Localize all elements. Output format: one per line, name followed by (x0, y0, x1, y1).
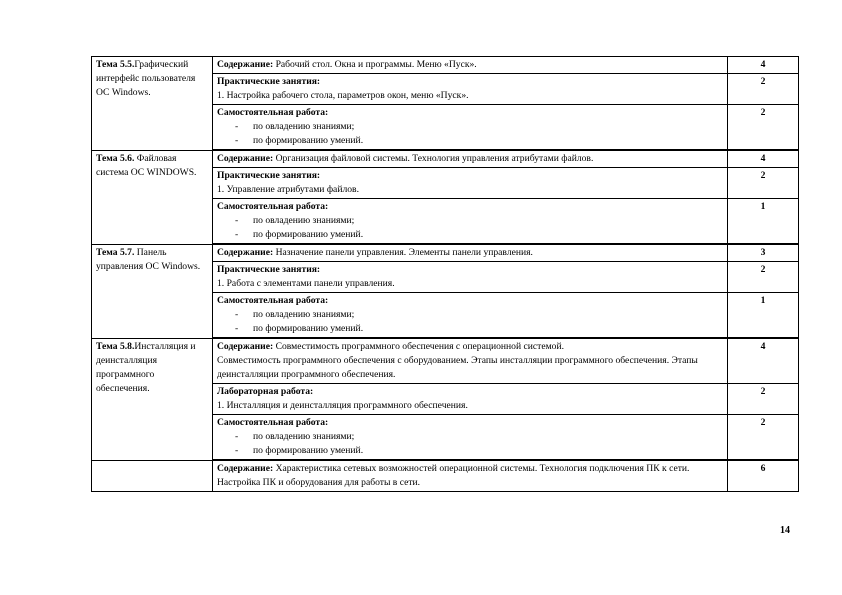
description-cell (213, 384, 728, 415)
hours-value: 2 (760, 264, 766, 275)
hours-cell (728, 293, 799, 339)
description-cell (213, 460, 728, 492)
dash-item (217, 308, 723, 322)
section-label: Самостоятельная работа: (217, 417, 329, 428)
hours-value: 1 (760, 201, 766, 212)
section-label: Содержание: (217, 463, 274, 474)
section-line: 1. Настройка рабочего стола, параметров окон, меню «Пуск». (217, 90, 469, 101)
section-label: Самостоятельная работа: (217, 107, 329, 118)
topic-name: Панель управления ОС Windows. (96, 246, 201, 272)
section-line: 1. Инсталляция и деинсталляция программного обеспечения. (217, 400, 468, 411)
topic-name: Графический интерфейс пользователя ОС Windows. (96, 59, 196, 98)
dash-marker: - (235, 135, 239, 146)
hours-cell (728, 384, 799, 415)
topic-number: Тема 5.7. (96, 246, 135, 258)
dash-item (217, 214, 723, 228)
hours-cell (728, 199, 799, 245)
section-text: Совместимость программного обеспечения с операционной системой. (273, 341, 564, 352)
section-label: Практические занятия: (217, 76, 321, 87)
dash-text: по формированию умений. (253, 135, 364, 146)
hours-cell (728, 74, 799, 105)
hours-value: 4 (760, 153, 766, 164)
table-row (92, 244, 799, 262)
curriculum-table (91, 56, 799, 492)
section-label: Практические занятия: (217, 170, 321, 181)
description-cell (213, 338, 728, 384)
dash-marker: - (235, 121, 239, 132)
hours-value: 2 (760, 386, 766, 397)
dash-text: по формированию умений. (253, 229, 364, 240)
description-cell (213, 150, 728, 168)
hours-cell (728, 244, 799, 262)
description-cell (213, 168, 728, 199)
section-label: Самостоятельная работа: (217, 295, 329, 306)
topic-title-cell (92, 150, 213, 244)
table-row (92, 338, 799, 384)
hours-cell (728, 168, 799, 199)
description-cell (213, 74, 728, 105)
dash-item (217, 228, 723, 242)
hours-cell (728, 105, 799, 151)
dash-text: по овладению знаниями; (253, 431, 355, 442)
description-cell (213, 199, 728, 245)
topic-number: Тема 5.5. (96, 59, 135, 70)
hours-cell (728, 460, 799, 492)
description-cell (213, 262, 728, 293)
section-line: 1. Работа с элементами панели управления. (217, 278, 395, 289)
dash-marker: - (235, 215, 239, 226)
topic-title-cell (92, 57, 213, 151)
section-label: Содержание: (217, 153, 274, 164)
section-label: Содержание: (217, 59, 274, 70)
hours-cell (728, 57, 799, 74)
dash-text: по овладению знаниями; (253, 121, 355, 132)
hours-value: 1 (760, 295, 766, 306)
dash-item (217, 444, 723, 458)
page-number: 14 (780, 525, 790, 536)
hours-cell (728, 150, 799, 168)
hours-value: 2 (760, 417, 766, 428)
section-label: Содержание: (217, 247, 274, 258)
section-text: Характеристика сетевых возможностей операционной системы. Технология подключения ПК к сети. Настройка ПК и оборудования для работы в сети. (217, 463, 690, 488)
hours-cell (728, 262, 799, 293)
section-label: Самостоятельная работа: (217, 201, 329, 212)
table-row (92, 57, 799, 74)
topic-number: Тема 5.8. (96, 340, 135, 352)
topic-title-cell (92, 460, 213, 492)
topic-name: Файловая система ОС WINDOWS. (96, 152, 197, 178)
section-line: 1. Управление атрибутами файлов. (217, 184, 359, 195)
hours-value: 2 (760, 170, 766, 181)
topic-name: Инсталляция и деинсталляция программного обеспечения. (96, 340, 196, 394)
dash-item (217, 120, 723, 134)
dash-text: по формированию умений. (253, 445, 364, 456)
hours-cell (728, 338, 799, 384)
section-line: Совместимость программного обеспечения с оборудованием. Этапы инсталляции программного обеспечения. Этапы деинсталляции программного обеспечения. (217, 355, 698, 380)
dash-text: по овладению знаниями; (253, 215, 355, 226)
description-cell (213, 105, 728, 151)
table-row (92, 150, 799, 168)
dash-marker: - (235, 309, 239, 320)
section-text: Рабочий стол. Окна и программы. Меню «Пуск». (273, 59, 477, 70)
hours-cell (728, 415, 799, 461)
dash-item (217, 430, 723, 444)
dash-text: по формированию умений. (253, 323, 364, 334)
hours-value: 6 (760, 463, 766, 474)
section-label: Практические занятия: (217, 264, 321, 275)
dash-marker: - (235, 431, 239, 442)
dash-marker: - (235, 229, 239, 240)
section-text: Назначение панели управления. Элементы панели управления. (273, 247, 533, 258)
section-text: Организация файловой системы. Технология управления атрибутами файлов. (273, 153, 594, 164)
dash-item (217, 134, 723, 148)
description-cell (213, 415, 728, 461)
dash-marker: - (235, 323, 239, 334)
section-label: Лабораторная работа: (217, 386, 314, 397)
section-label: Содержание: (217, 341, 274, 352)
table-row (92, 460, 799, 492)
dash-item (217, 322, 723, 336)
description-cell (213, 244, 728, 262)
description-cell (213, 293, 728, 339)
topic-title-cell (92, 244, 213, 338)
topic-title-cell (92, 338, 213, 460)
dash-text: по овладению знаниями; (253, 309, 355, 320)
description-cell (213, 57, 728, 74)
hours-value: 2 (760, 107, 766, 118)
topic-number: Тема 5.6. (96, 152, 135, 164)
dash-marker: - (235, 445, 239, 456)
hours-value: 3 (760, 247, 766, 258)
hours-value: 4 (760, 59, 766, 70)
hours-value: 4 (760, 341, 766, 352)
hours-value: 2 (760, 76, 766, 87)
